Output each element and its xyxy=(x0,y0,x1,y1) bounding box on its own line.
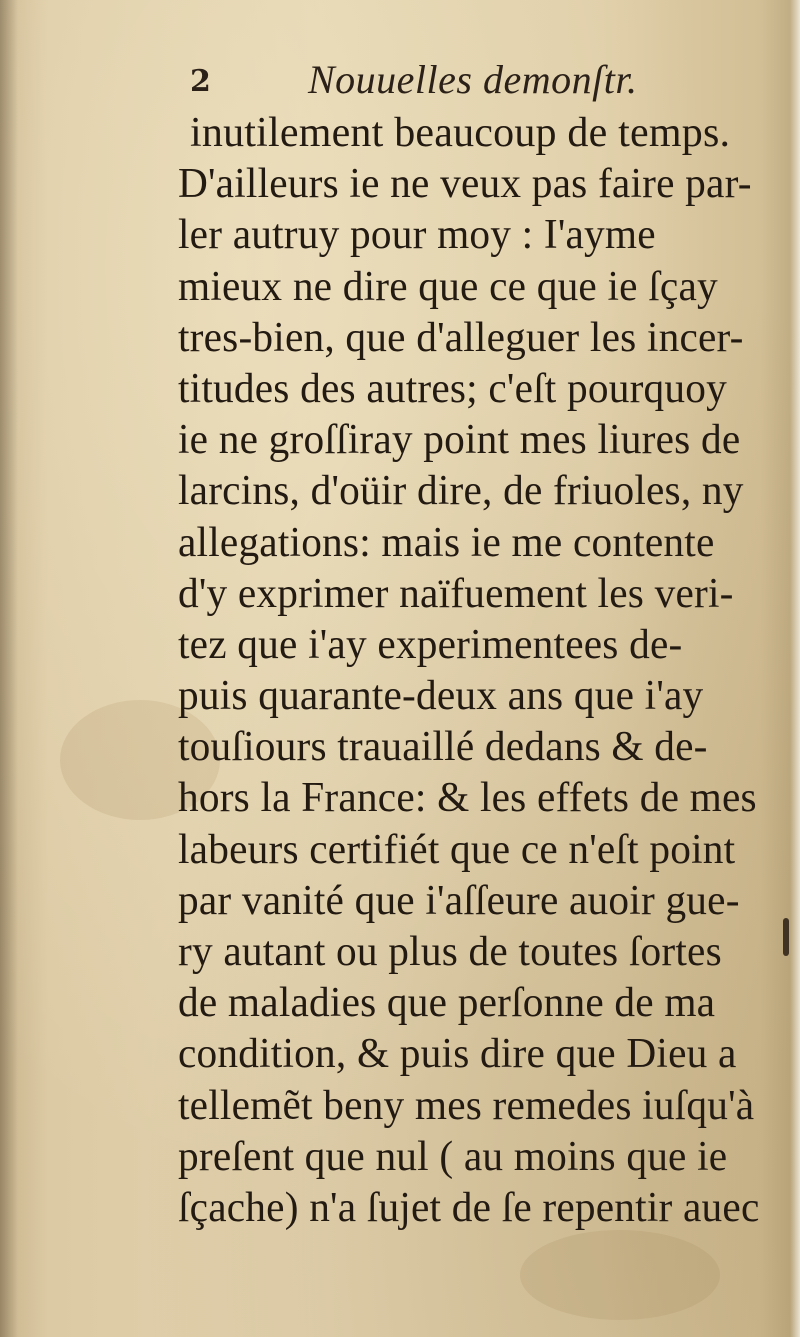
text-line: touſiours trauaillé dedans & de- xyxy=(178,724,708,771)
paper-stain xyxy=(520,1230,720,1320)
text-line: titudes des autres; c'eſt pourquoy xyxy=(178,365,727,412)
page-number: 2 xyxy=(190,64,211,99)
text-line: D'ailleurs ie ne veux pas faire par- xyxy=(178,161,752,208)
ink-mark xyxy=(783,918,789,956)
text-line: tres-bien, que d'alleguer les incer- xyxy=(178,314,744,361)
text-line: d'y exprimer naïfuement les veri- xyxy=(178,570,734,617)
text-line: hors la France: & les effets de mes xyxy=(178,775,757,822)
text-line: ſçache) n'a ſujet de ſe repentir auec xyxy=(178,1184,760,1231)
running-head: Nouuelles demonſtr. xyxy=(308,57,638,102)
body-text xyxy=(178,108,788,1234)
text-line: labeurs certifiét que ce n'eſt point xyxy=(178,826,736,873)
text-line: par vanité que i'aſſeure auoir gue- xyxy=(178,877,740,924)
text-line: preſent que nul ( au moins que ie xyxy=(178,1133,728,1180)
text-line: mieux ne dire que ce que ie ſçay xyxy=(178,263,718,310)
gutter-shadow xyxy=(0,0,18,1337)
text-line: condition, & puis dire que Dieu a xyxy=(178,1031,737,1078)
text-line: de maladies que perſonne de ma xyxy=(178,980,716,1027)
text-line: ler autruy pour moy : I'ayme xyxy=(178,212,656,259)
text-line: ie ne groſſiray point mes liures de xyxy=(178,417,741,464)
text-line: inutilement beaucoup de temps. xyxy=(190,110,731,156)
page-header xyxy=(190,50,670,110)
text-line: tez que i'ay experimentees de- xyxy=(178,621,683,668)
text-line: allegations: mais ie me contente xyxy=(178,519,715,566)
text-line: puis quarante-deux ans que i'ay xyxy=(178,673,704,720)
text-line: tellemẽt beny mes remedes iuſqu'à xyxy=(178,1082,755,1129)
text-line: larcins, d'oüir dire, de friuoles, ny xyxy=(178,468,744,515)
text-line: ry autant ou plus de toutes ſortes xyxy=(178,929,722,975)
page-edge xyxy=(790,0,800,1337)
